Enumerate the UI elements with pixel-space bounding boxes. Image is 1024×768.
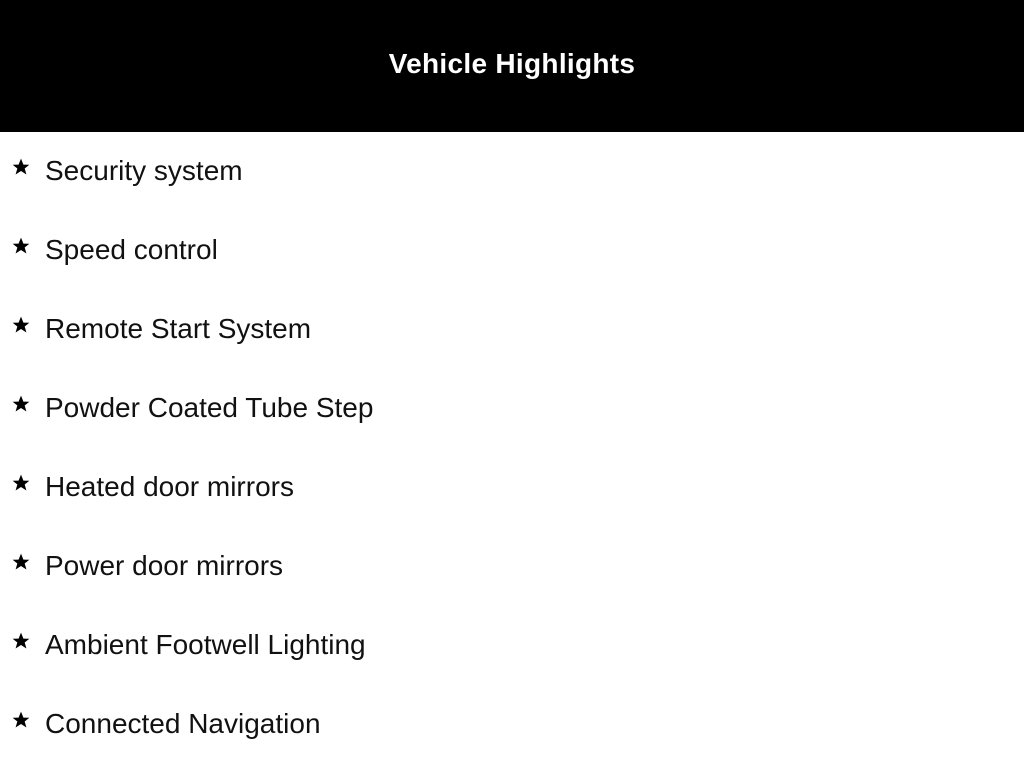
- list-item: [0, 606, 1024, 685]
- star-icon: [11, 157, 31, 177]
- list-item-label: Remote Start System: [45, 313, 312, 344]
- star-icon: [11, 552, 31, 572]
- star-icon: [11, 473, 31, 493]
- star-icon: [11, 631, 31, 651]
- star-icon: [11, 236, 31, 256]
- list-item-label: Ambient Footwell Lighting: [45, 629, 366, 660]
- list-item: [0, 448, 1024, 527]
- list-item-label: Speed control: [45, 234, 218, 265]
- list-item-label: Heated door mirrors: [45, 471, 294, 502]
- star-icon: [11, 710, 31, 730]
- highlights-list: [0, 132, 1024, 764]
- star-icon: [11, 315, 31, 335]
- star-icon: [11, 394, 31, 414]
- list-item: [0, 132, 1024, 211]
- page-title: Vehicle Highlights: [388, 48, 636, 79]
- list-item-label: Powder Coated Tube Step: [45, 392, 374, 423]
- list-item: [0, 211, 1024, 290]
- list-item-label: Power door mirrors: [45, 550, 284, 581]
- list-item-label: Connected Navigation: [45, 708, 321, 739]
- list-item-label: Security system: [45, 155, 243, 186]
- list-item: [0, 290, 1024, 369]
- list-item: [0, 369, 1024, 448]
- list-item: [0, 685, 1024, 764]
- list-item: [0, 527, 1024, 606]
- header-bar: [0, 0, 1024, 132]
